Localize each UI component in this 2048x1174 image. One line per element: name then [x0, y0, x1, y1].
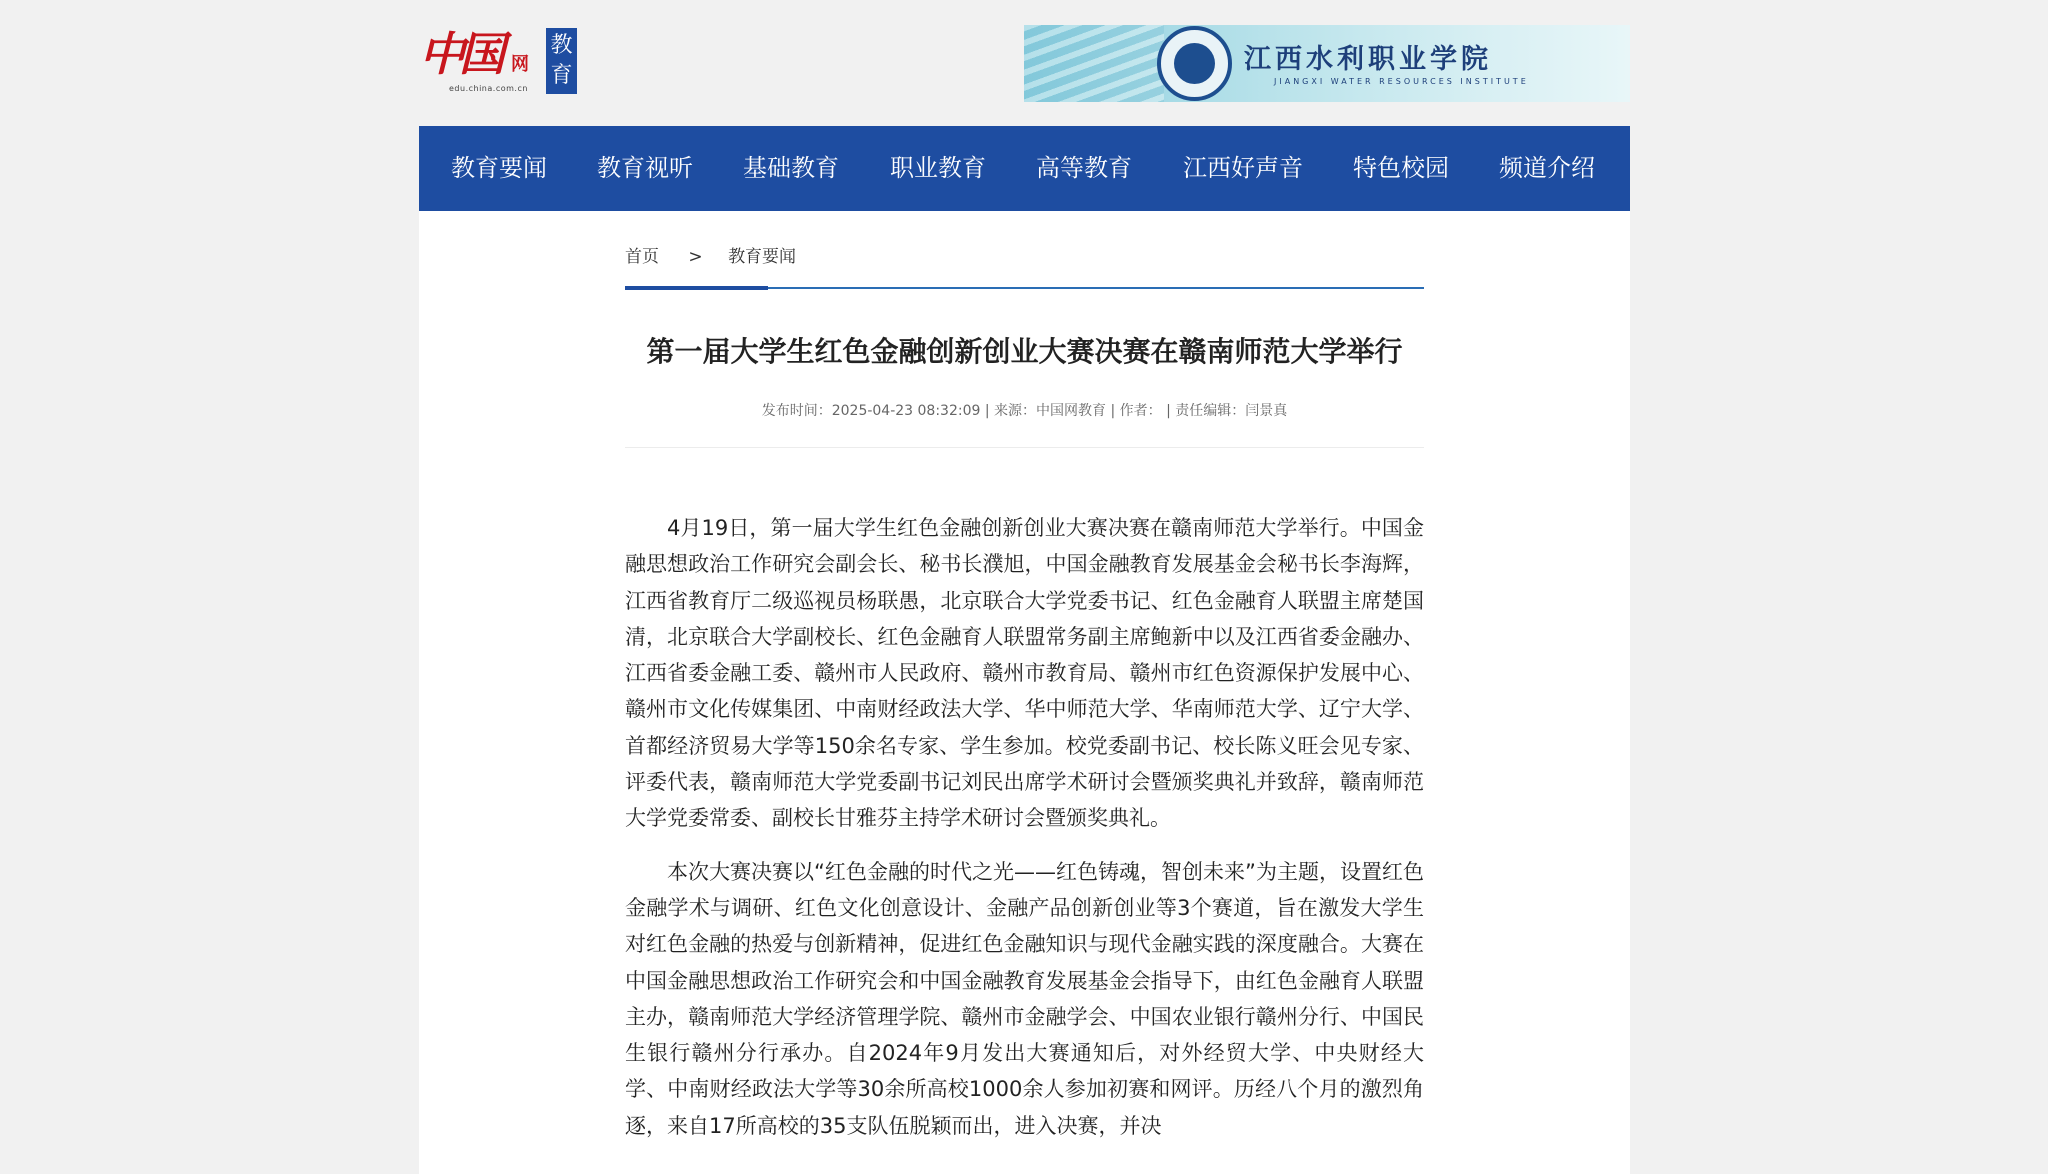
- nav-item-featured-campus[interactable]: 特色校园: [1353, 154, 1449, 182]
- article-body: [625, 510, 1424, 1161]
- nav-item-video[interactable]: 教育视听: [597, 154, 693, 182]
- college-emblem-icon: [1157, 26, 1232, 101]
- college-banner[interactable]: [1024, 25, 1630, 102]
- breadcrumb-divider-accent: [625, 286, 768, 290]
- nav-item-channel-intro[interactable]: 频道介绍: [1499, 154, 1595, 182]
- nav-item-vocational[interactable]: 职业教育: [890, 154, 986, 182]
- logo-url: edu.china.com.cn: [449, 84, 528, 93]
- banner-college-name: 江西水利职业学院: [1244, 44, 1492, 75]
- logo-china-mark: 中国: [419, 27, 499, 81]
- article-title: 第一届大学生红色金融创新创业大赛决赛在赣南师范大学举行: [646, 335, 1403, 368]
- breadcrumb-home-link[interactable]: 首页: [625, 247, 659, 267]
- breadcrumb-separator: >: [688, 247, 703, 267]
- nav-item-news[interactable]: 教育要闻: [451, 154, 547, 182]
- article-paragraph: 4月19日，第一届大学生红色金融创新创业大赛决赛在赣南师范大学举行。中国金融思想政治工作研究会副会长、秘书长濮旭，中国金融教育发展基金会秘书长李海辉，江西省教育厅二级巡视员杨联愚，北京联合大学党委书记、红色金融育人联盟主席楚国清，北京联合大学副校长、红色金融育人联盟常务副主席鲍新中以及江西省委金融办、江西省委金融工委、赣州市人民政府、赣州市教育局、赣州市红色资源保护发展中心、赣州市文化传媒集团、中南财经政法大学、华中师范大学、华南师范大学、辽宁大学、首都经济贸易大学等150余名专家、学生参加。校党委副书记、校长陈义旺会见专家、评委代表，赣南师范大学党委副书记刘民出席学术研讨会暨颁奖典礼并致辞，赣南师范大学党委常委、副校长甘雅芬主持学术研讨会暨颁奖典礼。: [625, 516, 1424, 831]
- breadcrumb: [625, 242, 796, 267]
- banner-college-en: JIANGXI WATER RESOURCES INSTITUTE: [1274, 77, 1529, 86]
- breadcrumb-current-link[interactable]: 教育要闻: [728, 247, 797, 267]
- nav-item-basic-education[interactable]: 基础教育: [743, 154, 839, 182]
- article-paragraph: 本次大赛决赛以“红色金融的时代之光——红色铸魂，智创未来”为主题，设置红色金融学术与调研、红色文化创意设计、金融产品创新创业等3个赛道，旨在激发大学生对红色金融的热爱与创新精神，促进红色金融知识与现代金融实践的深度融合。大赛在中国金融思想政治工作研究会和中国金融教育发展基金会指导下，由红色金融育人联盟主办，赣南师范大学经济管理学院、赣州市金融学会、中国农业银行赣州分行、中国民生银行赣州分行承办。自2024年9月发出大赛通知后，对外经贸大学、中央财经大学、中南财经政法大学等30余所高校1000余人参加初赛和网评。历经八个月的激烈角逐，来自17所高校的35支队伍脱颖而出，进入决赛，并决: [625, 859, 1424, 1138]
- banner-wave-decoration: [1024, 25, 1164, 102]
- logo-edu-badge: 教育: [546, 28, 577, 94]
- nav-item-higher-education[interactable]: 高等教育: [1036, 154, 1132, 182]
- logo-wang-text: 网: [511, 54, 529, 75]
- site-header: [419, 0, 1630, 126]
- meta-divider: [625, 447, 1424, 448]
- site-logo[interactable]: [419, 24, 579, 96]
- nav-item-jiangxi-voice[interactable]: 江西好声音: [1183, 154, 1303, 182]
- main-nav: [419, 126, 1630, 211]
- article-meta: 发布时间：2025-04-23 08:32:09 | 来源：中国网教育 | 作者： | 责任编辑：闫景真: [761, 403, 1288, 419]
